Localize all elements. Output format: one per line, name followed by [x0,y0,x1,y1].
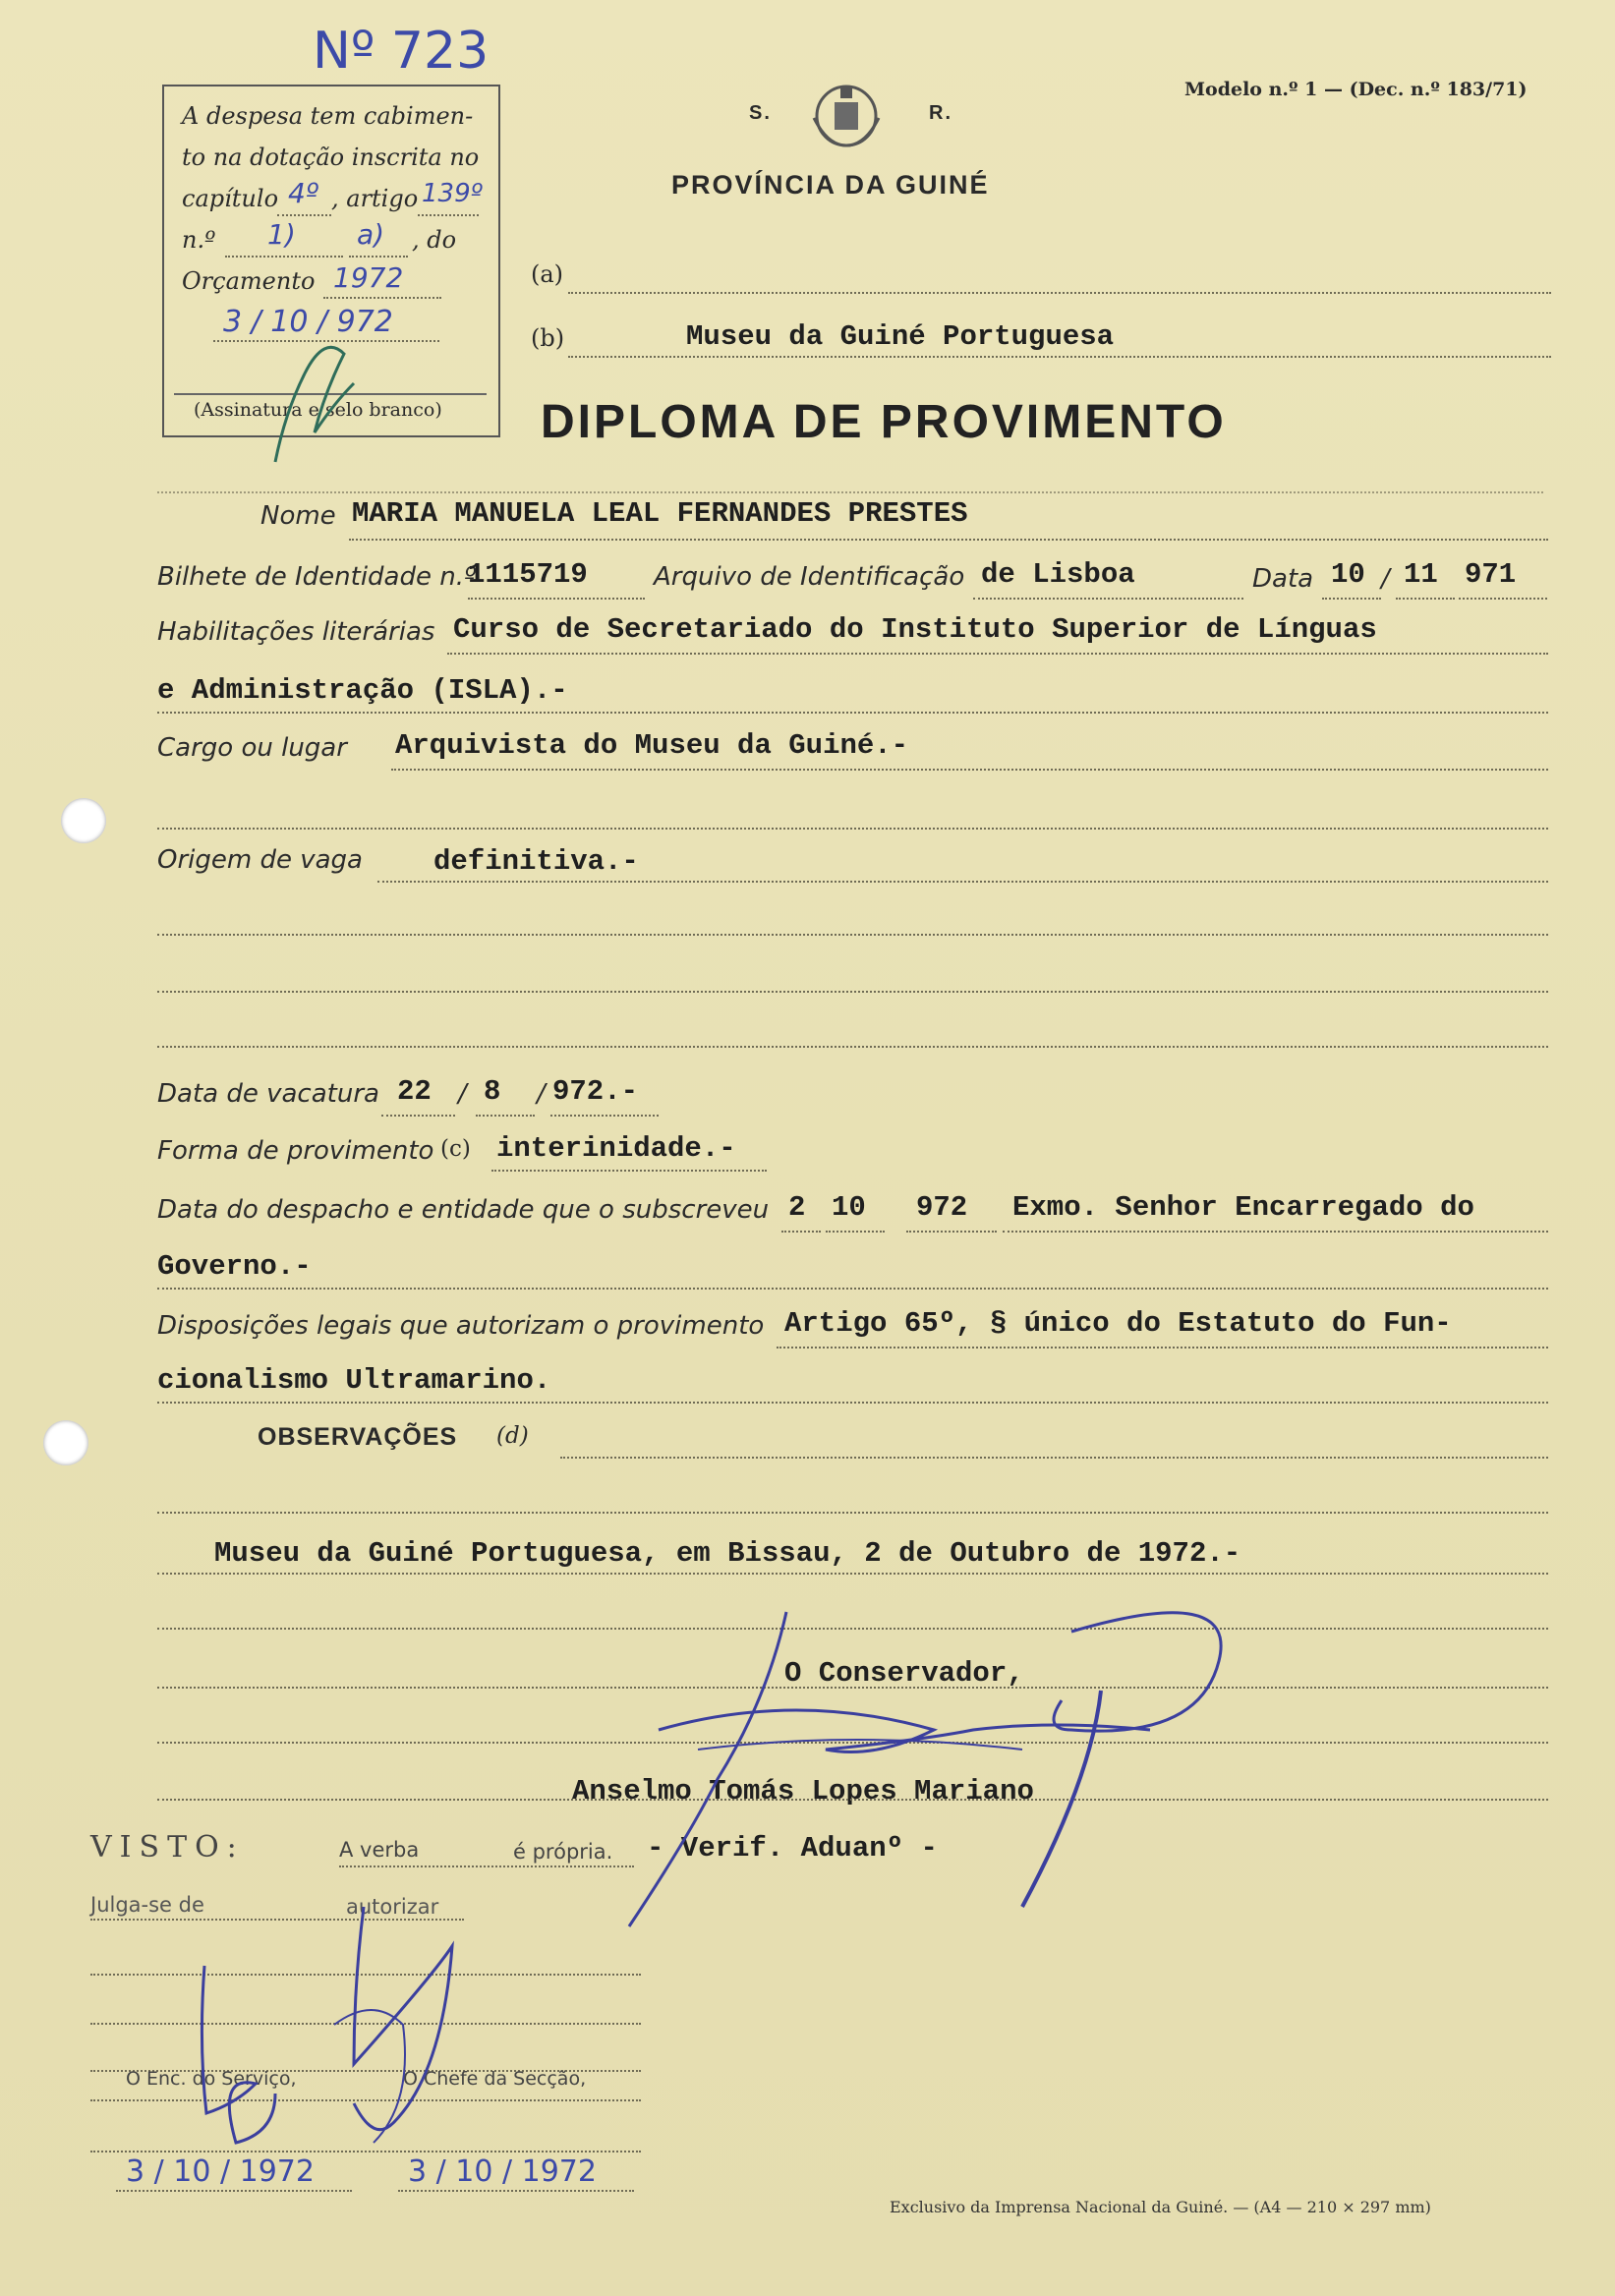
closing-line1 [157,1573,1548,1575]
forma-label: Forma de provimento [157,1136,434,1166]
visto-verba: A verba [339,1838,420,1862]
closing-verif: - Verif. Aduanº - [647,1832,938,1865]
b-value: Museu da Guiné Portuguesa [686,320,1115,353]
footer-text: Exclusivo da Imprensa Nacional da Guiné. — (A4 — 210 × 297 mm) [890,2198,1431,2216]
despacho-entity1: Exmo. Senhor Encarregado do [1012,1191,1474,1224]
visto-date-line1 [116,2190,352,2192]
despacho-month: 10 [832,1191,866,1224]
data-sep1: / [1381,564,1390,594]
despacho-entity2-line [157,1288,1548,1290]
budget-signature [246,295,393,472]
bleed-through-text [305,1604,317,1643]
numero-line [225,256,343,258]
vacatura-day: 22 [397,1075,432,1108]
origem-line-extra2 [157,991,1548,993]
punch-hole-bottom [43,1420,88,1465]
visto-date-line2 [398,2190,634,2192]
numero-label: n.º [182,226,216,254]
budget-date: 3 / 10 / 972 [223,305,393,339]
data-label: Data [1252,564,1314,594]
visto-signatures [177,1907,649,2182]
despacho-year-line [906,1231,997,1233]
numero-value: 1) [267,218,296,251]
orcamento-label: Orçamento [182,267,316,295]
vacatura-month-line [476,1115,535,1117]
coat-of-arms-icon [808,79,885,149]
observacoes-d: (d) [496,1423,529,1449]
origem-value: definitiva.- [433,845,639,878]
origem-label: Origem de vaga [157,845,363,875]
artigo-label: , artigo [331,185,419,212]
arquivo-value: de Lisboa [981,558,1135,591]
despacho-month-line [826,1231,885,1233]
vacatura-sep1: / [458,1079,467,1109]
despacho-day: 2 [788,1191,806,1224]
capitulo-label: capítulo [182,185,279,212]
disposicoes-line2: cionalismo Ultramarino. [157,1364,551,1397]
punch-hole-top [61,798,106,843]
observacoes-label: OBSERVAÇÕES [258,1423,458,1451]
chefe-seccao-label: O Chefe da Secção, [403,2068,587,2090]
origem-line-extra1 [157,934,1548,936]
nome-value: MARIA MANUELA LEAL FERNANDES PRESTES [352,497,968,530]
enc-servico-label: O Enc. do Serviço, [126,2068,297,2090]
observacoes-line [560,1457,1548,1459]
s-letter: S. [749,102,772,124]
capitulo-value: 4º [288,177,319,209]
capitulo-line [277,214,331,216]
forma-line [491,1170,767,1172]
model-reference: Modelo n.º 1 — (Dec. n.º 183/71) [1184,79,1528,100]
vacatura-sep2: / [537,1079,546,1109]
data-month-line [1396,598,1455,600]
orcamento-value: 1972 [333,261,404,294]
closing-name: Anselmo Tomás Lopes Mariano [572,1775,1034,1808]
despacho-entity-line [1003,1231,1548,1233]
closing-role: O Conservador, [784,1657,1024,1690]
habilitacoes-line1: Curso de Secretariado do Instituto Superior de Línguas [453,613,1377,646]
vacatura-label: Data de vacatura [157,1079,379,1109]
visto-date1: 3 / 10 / 1972 [126,2154,315,2189]
budget-line1: A despesa tem cabimen- [182,102,474,130]
data-day-line [1322,598,1381,600]
observacoes-line2 [157,1512,1548,1514]
a-label: (a) [531,260,564,288]
nome-line [349,539,1548,541]
artigo-value: 139º [422,179,483,208]
arquivo-line [973,598,1243,600]
budget-signature-label: (Assinatura e selo branco) [194,399,442,421]
despacho-year: 972 [916,1191,968,1224]
numero-line2 [349,256,408,258]
data-month: 11 [1404,558,1438,591]
visto-autorizar: autorizar [346,1895,439,1919]
handwritten-number: Nº 723 [313,22,490,81]
cargo-value: Arquivista do Museu da Guiné.- [395,729,909,762]
closing-place-date: Museu da Guiné Portuguesa, em Bissau, 2 de Outubro de 1972.- [214,1537,1241,1570]
habilitacoes-underline2 [157,712,1548,714]
budget-line2: to na dotação inscrita no [182,144,480,171]
b-line [568,356,1551,358]
do-label: , do [412,226,457,254]
despacho-entity2: Governo.- [157,1250,312,1283]
visto-verba-line [339,1866,634,1867]
b-label: (b) [531,324,565,352]
visto-date2: 3 / 10 / 1972 [408,2154,597,2189]
nome-label: Nome [260,501,336,531]
rule-1 [157,491,1543,493]
despacho-label: Data do despacho e entidade que o subscreveu [157,1195,770,1225]
visto-title: VISTO: [90,1830,245,1865]
bi-value: 1115719 [468,558,588,591]
disposicoes-line1: Artigo 65º, § único do Estatuto do Fun- [784,1307,1452,1340]
vacatura-year-line [550,1115,659,1117]
visto-propria: é própria. [513,1840,613,1864]
vacatura-day-line [381,1115,455,1117]
arquivo-label: Arquivo de Identificação [654,562,965,592]
cargo-line [391,769,1548,771]
origem-line [377,881,1548,883]
bi-label: Bilhete de Identidade n.º [157,562,477,592]
habilitacoes-underline1 [447,653,1548,655]
data-year: 971 [1465,558,1517,591]
cargo-line-extra [157,828,1548,830]
conservador-signature [600,1582,1239,1936]
forma-c: (c) [440,1136,471,1162]
data-year-line [1459,598,1547,600]
artigo-line [418,214,479,216]
a-line [568,292,1551,294]
visto-julga: Julga-se de [90,1893,204,1917]
document-title: DIPLOMA DE PROVIMENTO [541,396,1227,448]
vacatura-month: 8 [484,1075,501,1108]
habilitacoes-line2: e Administração (ISLA).- [157,674,568,707]
forma-value: interinidade.- [496,1132,736,1165]
disposicoes-underline1 [777,1347,1548,1349]
vacatura-year: 972.- [552,1075,639,1108]
origem-line-extra3 [157,1046,1548,1048]
data-day: 10 [1331,558,1365,591]
bi-line [468,598,645,600]
numero-value2: a) [357,218,385,251]
habilitacoes-label: Habilitações literárias [157,617,435,647]
disposicoes-label: Disposições legais que autorizam o provimento [157,1311,765,1341]
despacho-day-line [781,1231,821,1233]
r-letter: R. [929,102,952,124]
disposicoes-underline2 [157,1402,1548,1404]
cargo-label: Cargo ou lugar [157,733,347,763]
province-title: PROVÍNCIA DA GUINÉ [671,170,990,200]
